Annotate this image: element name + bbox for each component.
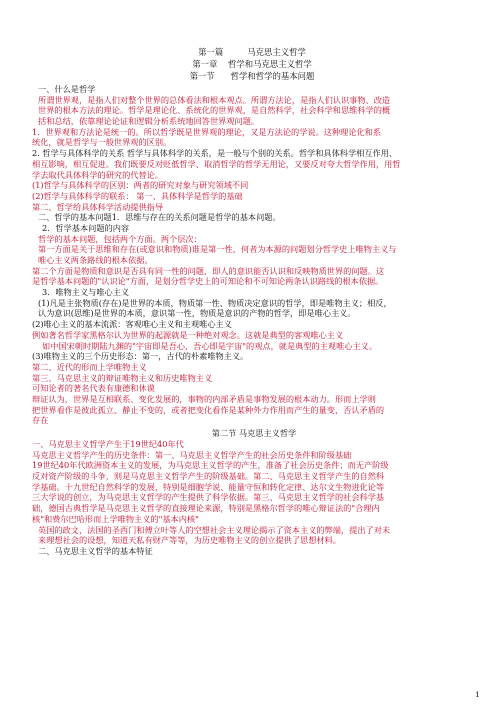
part-title: 第一篇 马克思主义哲学 (198, 47, 306, 57)
text-line: 英国的政文，法国的圣西门和傅立叶等人的空想社会主义理论揭示了资本主义的弊端，提出了对未 (38, 524, 391, 535)
text-line: 第二个方面是物质和意识是否具有同一性的问题，即人的意识能否认识和反映物质世界的问题。这 (32, 265, 385, 276)
text-line: 一、什么是哲学 (38, 84, 96, 94)
text-line: 例如著名哲学家黑格尔认为世界的起源就是一种绝对观念。这就是典型的客观唯心主义 (32, 329, 344, 340)
text-line: 核"和费尔巴哈形而上学唯物主义的"基本内核" (32, 513, 199, 524)
text-line: 第二、近代的形而上学唯物主义 (32, 361, 147, 372)
text-line: 唯心主义两条路线的根本依据。 (38, 255, 153, 265)
text-line: 可知论者的著名代表有康德和休谟 (32, 383, 155, 394)
section-title: 第一节 哲学和哲学的基本问题 (189, 71, 315, 81)
text-line: 是哲学基本问题的"认识论"方面，是划分哲学史上的可知论和不可知论两条认识路线的根本依据。 (32, 276, 384, 287)
text-line: 括和总结，依靠理论论证和逻辑分析系统地回答世界观问题。 (38, 116, 260, 127)
text-line: 世界的根本方法的理论。哲学是理论化、系统化的世界观，是自然科学，社会科学和思维科学的概 (38, 105, 391, 116)
text-line: 第二、哲学给具体科学活动提供指导 (32, 201, 164, 212)
body-text (32, 84, 476, 557)
text-line: (1)哲学与具体科学的区别：两者的研究对象与研究领域不同 (32, 180, 249, 191)
text-line: 学去取代具体科学的研究的代替论。 (32, 169, 164, 180)
text-line: 认为意识(思维)是世界的本质，意识第一性，物质是意识的产物的哲学，即是唯心主义。 (38, 308, 356, 319)
text-line: 学基础。十九世纪自然科学的发展，特别是细胞学说、能量守恒和转化定律、达尔文生物进化论等 (32, 481, 385, 492)
text-line: 第一方面是关于思维和存在(或意识和物质)谁是第一性，何者为本源的问题划分哲学史上唯物主义与 (38, 244, 397, 255)
text-line: 1．世界观和方法论是统一的。所以哲学既是世界观的理论，又是方法论的学说。这种理论化和系 (32, 126, 382, 137)
text-line: 三大学说的创立，为马克思主义哲学的产生提供了科学依据。第三、马克思主义哲学的社会科学基 (32, 492, 385, 503)
text-line: 哲学的基本问题，包括两个方面。两个层次： (38, 233, 202, 244)
text-line: 第三、马克思主义的辩证唯物主义和历史唯物主义 (32, 372, 213, 383)
text-line: 所谓世界观，是指人们对整个世界的总体看法和根本观点。所谓方法论，是指人们认识事物、改造 (38, 94, 391, 105)
heading-block (0, 46, 504, 82)
text-line: (3)唯物主义的三个历史形态：第一，古代的朴素唯物主义。 (32, 351, 249, 362)
text-line: 二、哲学的基本问题1．思维与存在的关系问题是哲学的基本问题。 (38, 212, 281, 223)
page-number: 1 (475, 690, 480, 699)
text-line: 二、马克思主义哲学的基本特征 (38, 545, 153, 556)
text-line: 一、马克思主义哲学产生于19世纪40年代 (32, 439, 184, 449)
text-line: 如中国宋朝时期陆九渊的"宇宙即是吾心，吾心即是宇宙"的观点，就是典型的主观唯心主义。 (42, 340, 378, 351)
text-line: 辩证认为，世界是互相联系、变化发展的，事物的内部矛盾是事物发展的根本动力。形而上学则 (32, 393, 376, 404)
text-line: 19世纪40年代欧洲资本主义的发展，为马克思主义哲学的产生，准备了社会历史条件；而无产阶级 (32, 460, 389, 471)
text-line: (1)凡是主张物质(存在)是世界的本质，物质第一性、物质决定意识的哲学，即是唯物主义；相反， (38, 297, 392, 308)
text-line: (2)哲学与具体科学的联系： 第一、具体科学是哲学的基础 (32, 190, 243, 201)
text-line: 马克思主义哲学产生的历史条件：第一、马克思主义哲学产生的社会历史条件和阶级基础 (32, 449, 352, 460)
text-line: (2)唯心主义的基本流派：客观唯心主义和主观唯心主义 (32, 319, 232, 330)
chapter-title: 第一章 哲学和马克思主义哲学 (192, 59, 312, 69)
text-line: 3．唯物主义与唯心主义 (42, 287, 130, 298)
text-line: 反对资产阶级的斗争，则是马克思主义哲学产生的阶级基础。第二、马克思主义哲学产生的自然科 (32, 471, 385, 482)
section-2-title: 第二节 马克思主义哲学 (211, 428, 297, 438)
text-line: 来理想社会的设想，知道天私有财产等等，为历史唯物主义的创立提供了思想材料。 (38, 535, 341, 546)
text-line: 2. 哲学与具体科学的关系 哲学与具体科学的关系，是一般与个别的关系。哲学和具体科学相互作用、 (32, 148, 398, 159)
text-line: 统化，就是哲学与一般世界观的区别。 (32, 137, 172, 148)
text-line: 2．哲学基本问题的内容 (42, 222, 130, 233)
text-line: 把世界看作是彼此孤立、静止不变的，或者把变化看作是某种外力作用而产生的量变，否认矛盾的 (32, 404, 385, 415)
text-line: 相互影响，相互促进。我们既要反对贬低哲学、取消哲学的哲学无用论，又要反对夸大哲学作用，用哲 (32, 158, 401, 169)
text-line: 存在 (32, 415, 49, 426)
text-line: 础，德国古典哲学是马克思主义哲学的直接理论来源，特别是黑格尔哲学的唯心辩证法的"合理内 (32, 503, 380, 514)
